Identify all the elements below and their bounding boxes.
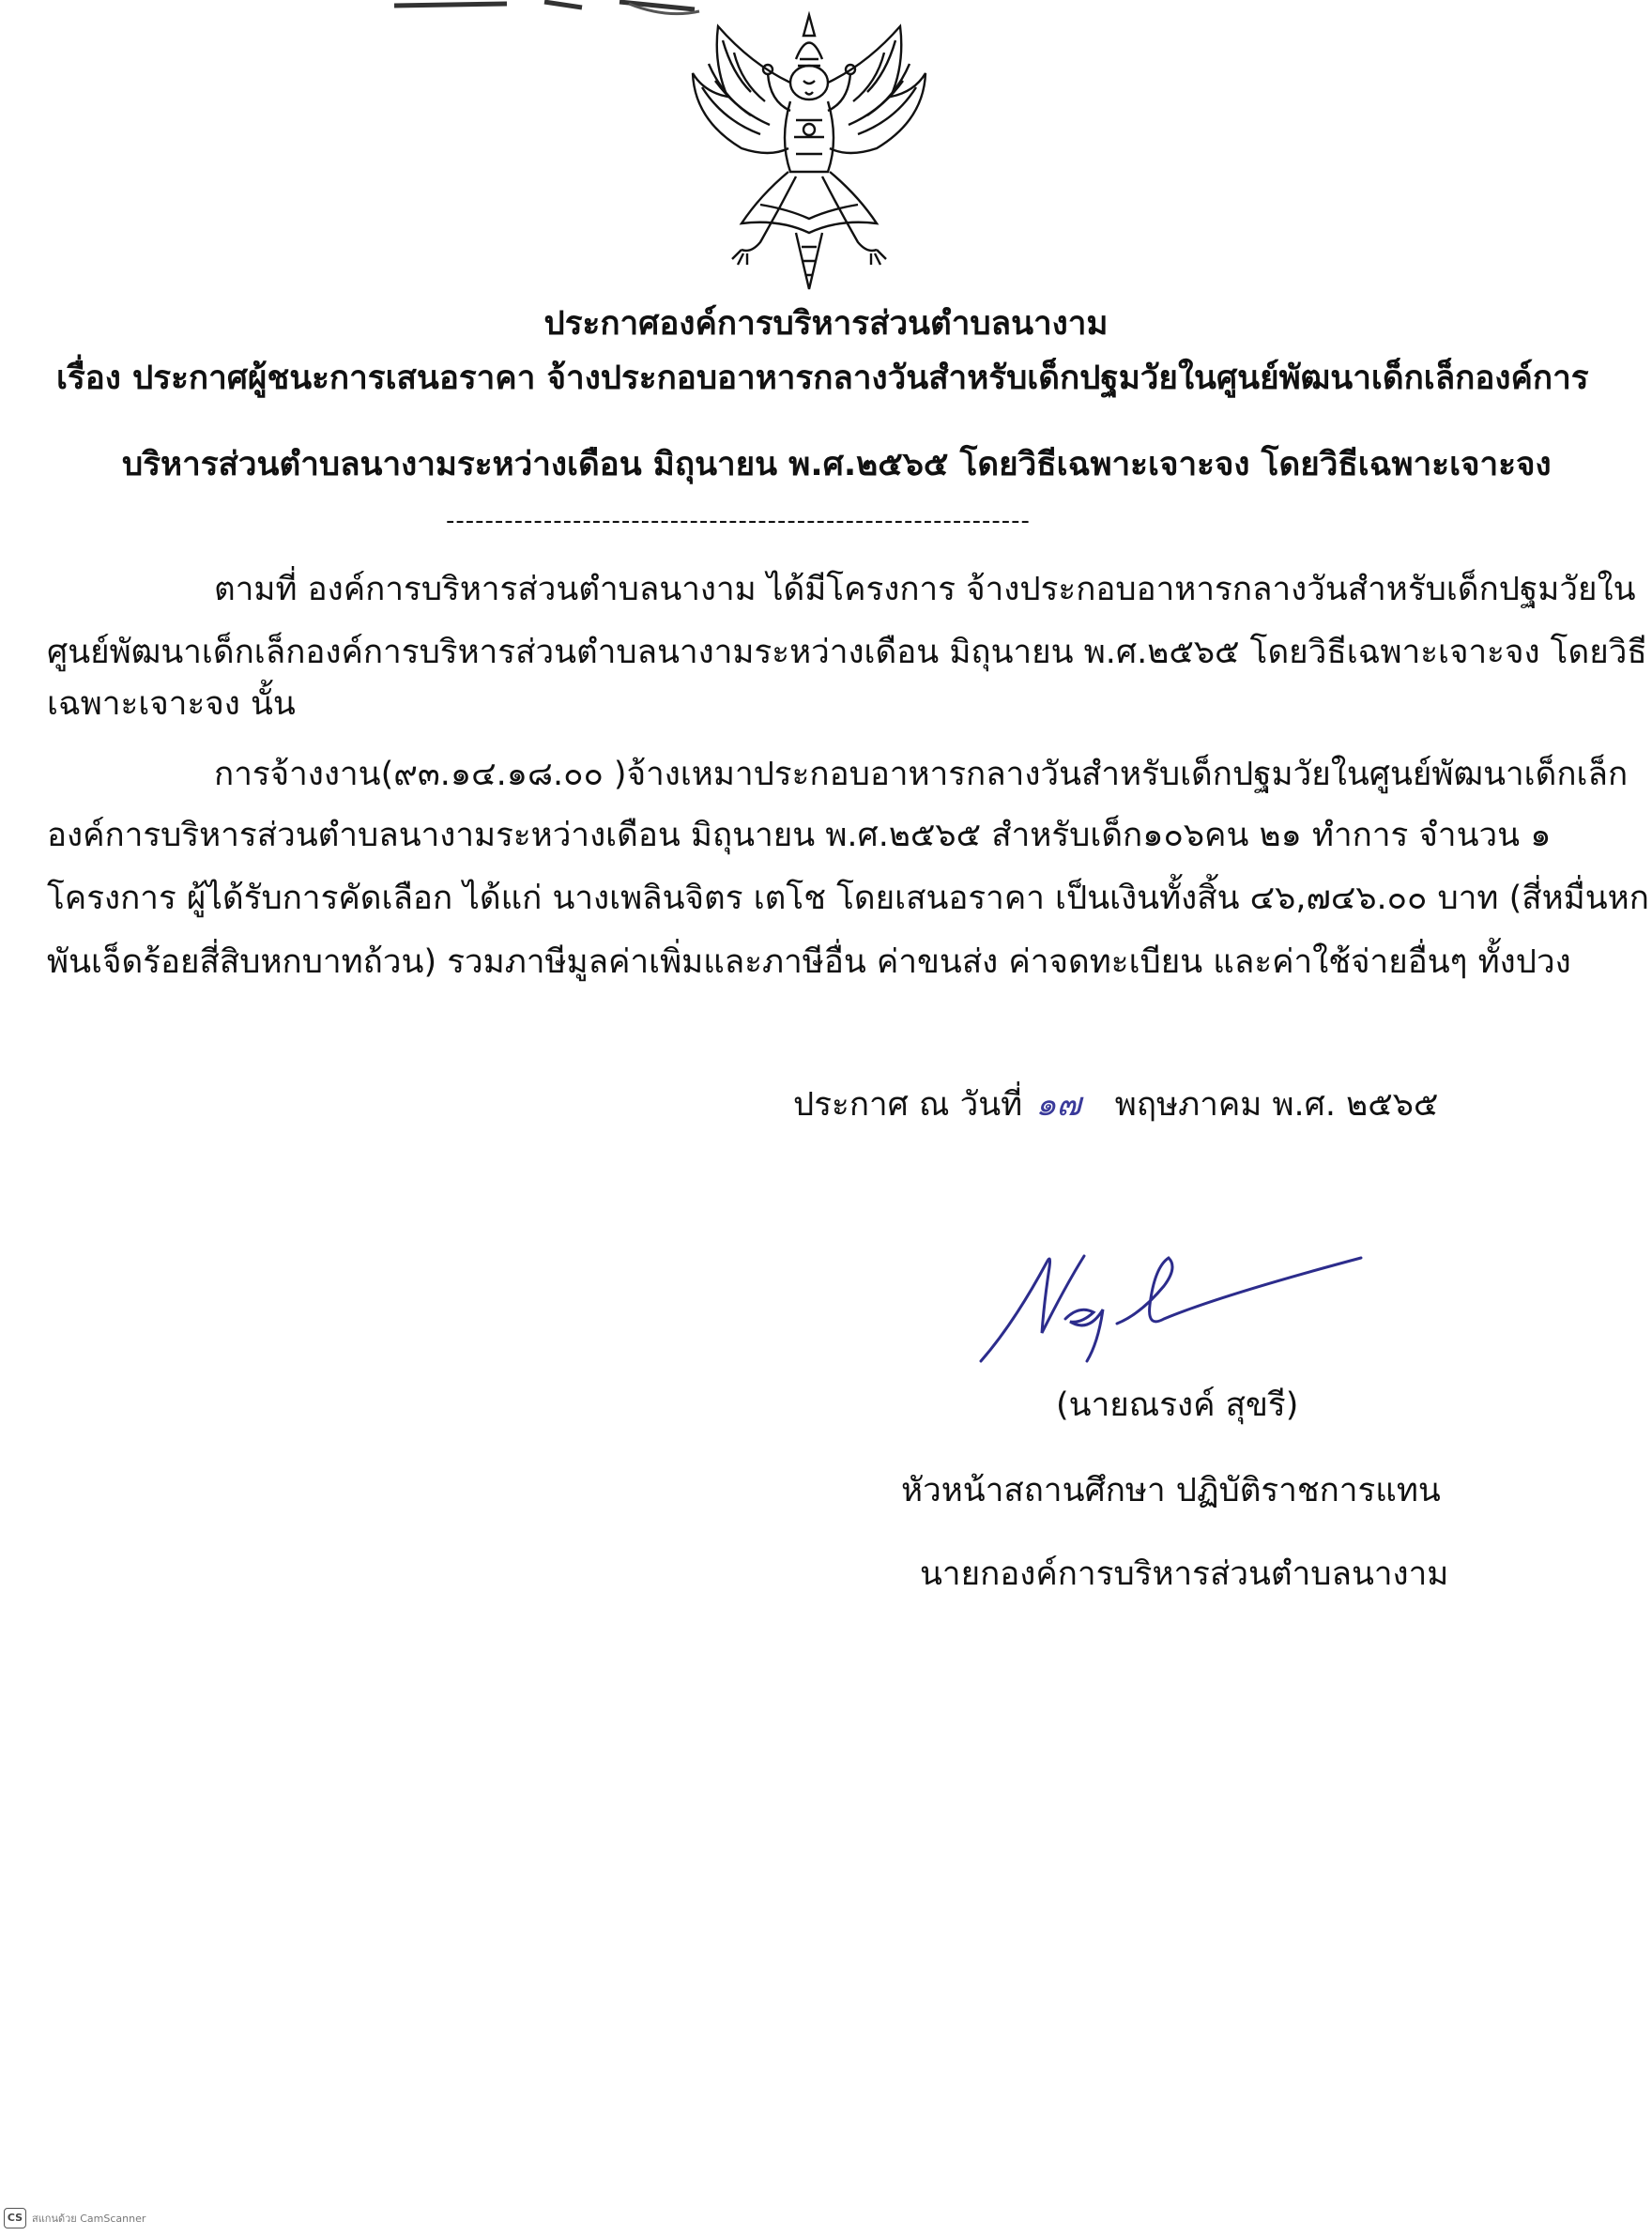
scanner-footer — [4, 2208, 145, 2228]
para1-line-1: ตามที่ องค์การบริหารส่วนตำบลนางาม ได้มีโครงการ จ้างประกอบอาหารกลางวันสำหรับเด็กปฐมวัยใน — [214, 571, 1636, 608]
camscanner-text: สแกนด้วย CamScanner — [32, 2213, 146, 2225]
signer-name: (นายณรงค์ สุขรี) — [1056, 1386, 1299, 1424]
garuda-emblem-icon — [685, 8, 934, 294]
document-title: ประกาศองค์การบริหารส่วนตำบลนางาม — [543, 305, 1109, 343]
date-suffix: พฤษภาคม พ.ศ. ๒๕๖๕ — [1114, 1086, 1439, 1124]
para1-line-3: เฉพาะเจาะจง นั้น — [47, 685, 296, 723]
signer-position-1: หัวหน้าสถานศึกษา ปฏิบัติราชการแทน — [901, 1472, 1441, 1509]
camscanner-logo-icon: CS — [4, 2208, 26, 2228]
para2-line-1: การจ้างงาน(๙๓.๑๔.๑๘.๐๐ )จ้างเหมาประกอบอาหารกลางวันสำหรับเด็กปฐมวัยในศูนย์พัฒนาเด็กเล็ก — [214, 756, 1629, 793]
signer-position-2: นายกองค์การบริหารส่วนตำบลนางาม — [920, 1555, 1449, 1593]
para2-line-3: โครงการ ผู้ได้รับการคัดเลือก ได้แก่ นางเพลินจิตร เตโช โดยเสนอราคา เป็นเงินทั้งสิ้น ๔๖,๗๔๖.๐๐ บาท (สี่หมื่นหก — [47, 880, 1649, 917]
para2-line-2: องค์การบริหารส่วนตำบลนางามระหว่างเดือน มิถุนายน พ.ศ.๒๕๖๕ สำหรับเด็ก๑๐๖คน ๒๑ ทำการ จำนวน ๑ — [47, 817, 1552, 854]
subject-line-1: เรื่อง ประกาศผู้ชนะการเสนอราคา จ้างประกอบอาหารกลางวันสำหรับเด็กปฐมวัยในศูนย์พัฒนาเด็กเล็กองค์การ — [56, 360, 1589, 397]
announcement-date — [793, 1081, 1438, 1128]
para2-line-4: พันเจ็ดร้อยสี่สิบหกบาทถ้วน) รวมภาษีมูลค่าเพิ่มและภาษีอื่น ค่าขนส่ง ค่าจดทะเบียน และค่าใช้จ่ายอื่นๆ ทั้งปวง — [47, 943, 1571, 981]
subject-line-2: บริหารส่วนตำบลนางามระหว่างเดือน มิถุนายน พ.ศ.๒๕๖๕ โดยวิธีเฉพาะเจาะจง โดยวิธีเฉพาะเจาะจง — [122, 446, 1552, 483]
para1-line-2: ศูนย์พัฒนาเด็กเล็กองค์การบริหารส่วนตำบลนางามระหว่างเดือน มิถุนายน พ.ศ.๒๕๖๕ โดยวิธีเฉพาะเจาะจง โดยวิธี — [47, 634, 1647, 671]
date-prefix: ประกาศ ณ วันที่ — [793, 1086, 1023, 1124]
date-day-handwritten: ๑๗ — [1035, 1086, 1081, 1124]
scan-mark — [394, 0, 704, 26]
separator-rule: ------------------------------------------------------------ — [446, 507, 1031, 535]
handwritten-signature-icon — [976, 1230, 1370, 1371]
